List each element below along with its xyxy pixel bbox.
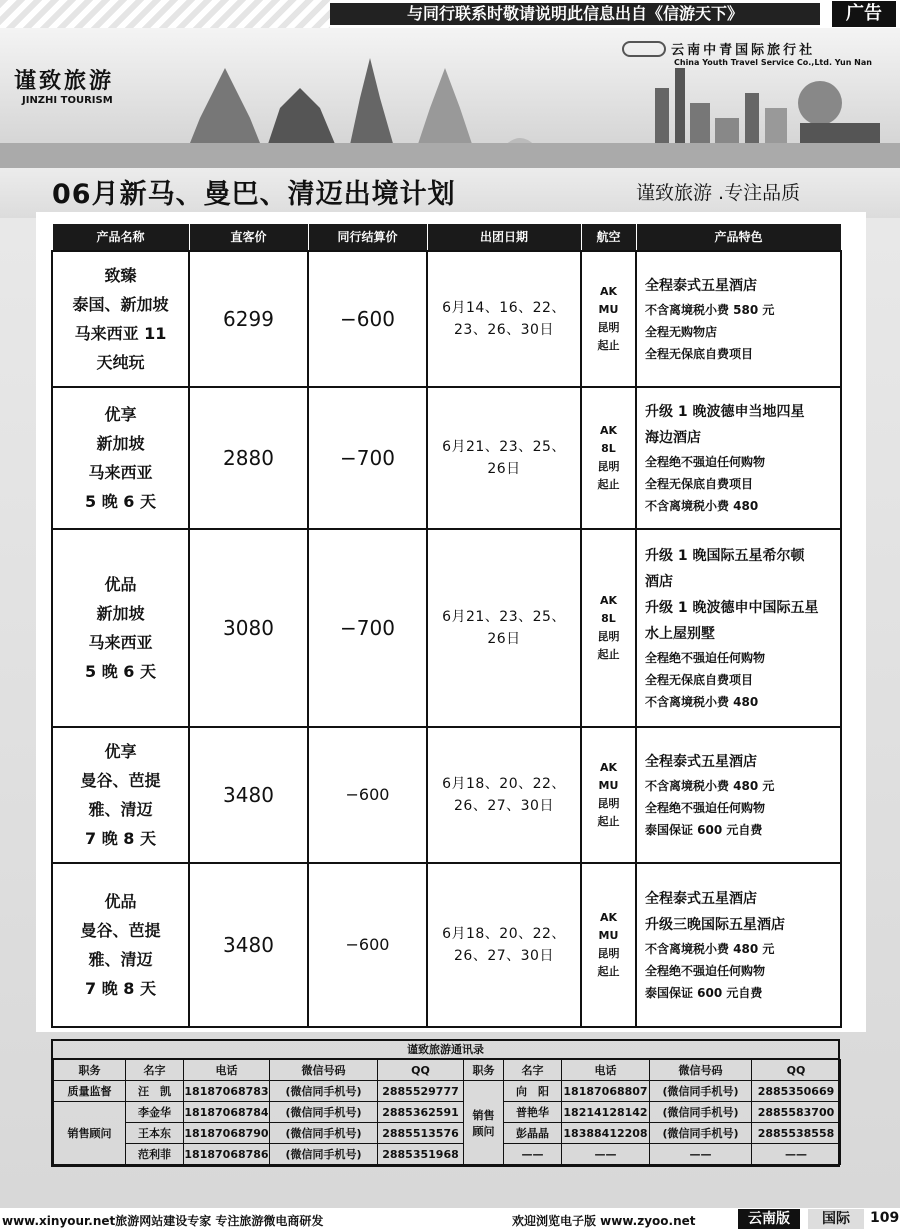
contact-phone: 18214128142 [562, 1102, 650, 1123]
product-name-line: 7 晚 8 天 [85, 828, 156, 848]
contact-row [54, 1144, 841, 1165]
top-bar [0, 0, 900, 28]
airline-line: AK [599, 284, 618, 298]
product-row [52, 529, 841, 727]
ad-tag: 广告 [832, 1, 896, 27]
edition-tag: 云南版 [738, 1209, 800, 1229]
contact-name: 汪 凯 [126, 1081, 184, 1102]
header-trade-price: 同行结算价 [308, 224, 427, 251]
product-row [52, 387, 841, 529]
product-row [52, 863, 841, 1027]
date-line: 26日 [487, 630, 521, 647]
feature-item: 海边酒店 [645, 429, 701, 446]
header-retail-price: 直客价 [189, 224, 308, 251]
feature-item: 不含离境税小费 480 [645, 694, 759, 709]
retail-price: 3080 [189, 529, 308, 727]
departure-dates-cell [427, 727, 581, 863]
feature-item: 升级 1 晚波德申中国际五星 [645, 599, 819, 616]
contact-wechat: —— [650, 1144, 752, 1165]
feature-item: 不含离境税小费 480 [645, 498, 759, 513]
date-line: 6月21、23、25、 [442, 608, 566, 625]
features-cell [636, 529, 841, 727]
trade-price: −600 [308, 863, 427, 1027]
contact-qq: 2885513576 [378, 1123, 464, 1144]
contact-table [53, 1059, 841, 1165]
feature-item: 全程无保底自费项目 [645, 672, 754, 687]
departure-dates-cell [427, 251, 581, 387]
decorative-pattern [0, 0, 330, 28]
date-line: 26日 [487, 460, 521, 477]
product-name-line: 曼谷、芭提 [80, 920, 161, 940]
feature-item: 泰国保证 600 元自费 [645, 822, 763, 837]
footer-website: www.xinyour.net旅游网站建设专家 专注旅游微电商研发 [2, 1214, 324, 1228]
contact-row [54, 1081, 841, 1102]
contact-phone: —— [562, 1144, 650, 1165]
contact-header: QQ [752, 1060, 841, 1081]
contact-header: 电话 [184, 1060, 270, 1081]
contact-wechat: (微信同手机号) [270, 1102, 378, 1123]
header-features: 产品特色 [636, 224, 841, 251]
trade-price: −700 [308, 387, 427, 529]
airline-line: 昆明 [597, 946, 620, 960]
cyts-badge-icon [622, 41, 666, 57]
contact-qq: 2885529777 [378, 1081, 464, 1102]
contact-header: 名字 [126, 1060, 184, 1081]
product-name-line: 天纯玩 [96, 352, 145, 372]
contact-phone: 18187068807 [562, 1081, 650, 1102]
departure-dates-cell [427, 387, 581, 529]
feature-item: 全程绝不强迫任何购物 [645, 454, 766, 469]
product-name-line: 泰国、新加坡 [72, 294, 169, 314]
departure-dates-cell [427, 529, 581, 727]
date-line: 6月18、20、22、 [442, 775, 566, 792]
product-name-line: 优品 [104, 891, 137, 911]
date-line: 6月18、20、22、 [442, 925, 566, 942]
product-name-line: 优品 [104, 574, 137, 594]
contact-role: 销售顾问 [54, 1102, 126, 1165]
feature-item: 全程绝不强迫任何购物 [645, 963, 766, 978]
product-name-line: 雅、清迈 [88, 799, 153, 819]
contact-phone: 18187068786 [184, 1144, 270, 1165]
contact-wechat: (微信同手机号) [650, 1102, 752, 1123]
contact-name: 向 阳 [504, 1081, 562, 1102]
feature-item: 不含离境税小费 480 元 [645, 941, 775, 956]
header-airline: 航空 [581, 224, 636, 251]
title-bar [0, 168, 900, 218]
contact-qq: 2885350669 [752, 1081, 841, 1102]
product-name-line: 曼谷、芭提 [80, 770, 161, 790]
product-name-cell [52, 727, 189, 863]
contact-role-line: 销售 [472, 1108, 495, 1122]
contact-qq: —— [752, 1144, 841, 1165]
contact-caption: 谨致旅游通讯录 [53, 1041, 838, 1059]
product-name-line: 优享 [104, 741, 137, 761]
contact-header: 职务 [54, 1060, 126, 1081]
page-number: 109 [870, 1210, 900, 1226]
airline-line: AK [599, 593, 618, 607]
contact-role [464, 1081, 504, 1165]
contact-wechat: (微信同手机号) [270, 1081, 378, 1102]
trade-price: −600 [308, 251, 427, 387]
page-title: 06月新马、曼巴、清迈出境计划 [52, 179, 456, 210]
header-banner [0, 28, 900, 168]
feature-item: 全程泰式五星酒店 [645, 753, 757, 770]
contact-qq: 2885351968 [378, 1144, 464, 1165]
contact-header: 微信号码 [650, 1060, 752, 1081]
contact-phone: 18187068790 [184, 1123, 270, 1144]
trade-price: −700 [308, 529, 427, 727]
agency-english-name: China Youth Travel Service Co.,Ltd. Yun Nan [674, 58, 872, 67]
feature-item: 全程无购物店 [645, 324, 718, 339]
logo-english: JINZHI TOURISM [22, 95, 113, 106]
date-line: 26、27、30日 [454, 797, 554, 814]
retail-price: 3480 [189, 727, 308, 863]
retail-price: 6299 [189, 251, 308, 387]
product-name-line: 雅、清迈 [88, 949, 153, 969]
jinzhi-logo [14, 64, 164, 106]
date-line: 26、27、30日 [454, 947, 554, 964]
product-name-line: 优享 [104, 404, 137, 424]
contact-phone: 18388412208 [562, 1123, 650, 1144]
date-line: 6月14、16、22、 [442, 299, 566, 316]
airline-line: 昆明 [597, 629, 620, 643]
date-line: 23、26、30日 [454, 321, 554, 338]
contact-header: 微信号码 [270, 1060, 378, 1081]
features-cell [636, 863, 841, 1027]
contact-row [54, 1123, 841, 1144]
source-notice: 与同行联系时敬请说明此信息出自《信游天下》 [330, 3, 820, 25]
header-product-name: 产品名称 [52, 224, 189, 251]
feature-item: 不含离境税小费 580 元 [645, 302, 775, 317]
airline-line: AK [599, 760, 618, 774]
agency-name: 云南中青国际旅行社 [671, 43, 816, 58]
airline-line: 8L [601, 611, 616, 625]
trade-price: −600 [308, 727, 427, 863]
features-cell [636, 727, 841, 863]
date-line: 6月21、23、25、 [442, 438, 566, 455]
product-name-line: 马来西亚 [88, 632, 153, 652]
product-name-line: 马来西亚 [88, 462, 153, 482]
airline-line: AK [599, 423, 618, 437]
contact-header: QQ [378, 1060, 464, 1081]
contact-name: 普艳华 [504, 1102, 562, 1123]
contact-header-row [54, 1060, 841, 1081]
airline-line: 昆明 [597, 459, 620, 473]
logo-chinese: 谨致旅游 [14, 68, 115, 94]
contact-qq: 2885362591 [378, 1102, 464, 1123]
contact-name: —— [504, 1144, 562, 1165]
airline-line: 昆明 [597, 796, 620, 810]
product-name-cell [52, 863, 189, 1027]
airline-line: MU [598, 928, 619, 942]
airline-cell [581, 387, 636, 529]
feature-item: 不含离境税小费 480 元 [645, 778, 775, 793]
feature-item: 升级三晚国际五星酒店 [645, 916, 785, 933]
feature-item: 全程无保底自费项目 [645, 476, 754, 491]
airline-line: 起止 [597, 814, 620, 828]
retail-price: 2880 [189, 387, 308, 529]
airline-cell [581, 251, 636, 387]
airline-line: 起止 [597, 338, 620, 352]
product-name-line: 5 晚 6 天 [85, 491, 156, 511]
contact-role: 质量监督 [54, 1081, 126, 1102]
airline-line: 8L [601, 441, 616, 455]
product-name-cell [52, 251, 189, 387]
departure-dates-cell [427, 863, 581, 1027]
section-tag: 国际 [808, 1209, 864, 1229]
contact-name: 范利菲 [126, 1144, 184, 1165]
contact-wechat: (微信同手机号) [650, 1081, 752, 1102]
feature-item: 泰国保证 600 元自费 [645, 985, 763, 1000]
feature-item: 全程绝不强迫任何购物 [645, 650, 766, 665]
contact-phone: 18187068783 [184, 1081, 270, 1102]
feature-item: 全程绝不强迫任何购物 [645, 800, 766, 815]
contact-wechat: (微信同手机号) [270, 1144, 378, 1165]
airline-line: 起止 [597, 964, 620, 978]
product-name-cell [52, 529, 189, 727]
footer [0, 1208, 900, 1230]
contact-name: 李金华 [126, 1102, 184, 1123]
footer-ebook-link: 欢迎浏览电子版 www.zyoo.net [512, 1214, 696, 1228]
contact-header: 名字 [504, 1060, 562, 1081]
contact-phone: 18187068784 [184, 1102, 270, 1123]
features-cell [636, 251, 841, 387]
header-departure-dates: 出团日期 [427, 224, 581, 251]
contact-wechat: (微信同手机号) [650, 1123, 752, 1144]
product-name-cell [52, 387, 189, 529]
contact-role-line: 顾问 [472, 1124, 495, 1138]
product-name-line: 7 晚 8 天 [85, 978, 156, 998]
product-name-line: 致臻 [104, 265, 137, 285]
feature-item: 升级 1 晚国际五星希尔顿 [645, 547, 805, 564]
product-name-line: 新加坡 [96, 603, 145, 623]
product-name-line: 新加坡 [96, 433, 145, 453]
slogan: 谨致旅游 .专注品质 [636, 182, 801, 204]
agency-logo [622, 38, 892, 67]
contact-row [54, 1102, 841, 1123]
contact-wechat: (微信同手机号) [270, 1123, 378, 1144]
airline-cell [581, 863, 636, 1027]
contact-qq: 2885538558 [752, 1123, 841, 1144]
product-row [52, 727, 841, 863]
airline-line: MU [598, 302, 619, 316]
feature-item: 全程无保底自费项目 [645, 346, 754, 361]
feature-item: 水上屋别墅 [645, 625, 715, 642]
airline-cell [581, 727, 636, 863]
contact-header: 职务 [464, 1060, 504, 1081]
airline-line: 昆明 [597, 320, 620, 334]
contact-directory [51, 1039, 840, 1167]
contact-qq: 2885583700 [752, 1102, 841, 1123]
features-cell [636, 387, 841, 529]
table-header-row [52, 224, 841, 251]
contact-name: 王本东 [126, 1123, 184, 1144]
product-name-line: 5 晚 6 天 [85, 661, 156, 681]
feature-item: 全程泰式五星酒店 [645, 277, 757, 294]
product-name-line: 马来西亚 11 [74, 323, 167, 343]
product-row [52, 251, 841, 387]
airline-line: 起止 [597, 647, 620, 661]
feature-item: 酒店 [645, 573, 673, 590]
retail-price: 3480 [189, 863, 308, 1027]
airline-line: 起止 [597, 477, 620, 491]
contact-name: 彭晶晶 [504, 1123, 562, 1144]
airline-cell [581, 529, 636, 727]
feature-item: 升级 1 晚波德申当地四星 [645, 403, 805, 420]
feature-item: 全程泰式五星酒店 [645, 890, 757, 907]
airline-line: AK [599, 910, 618, 924]
contact-header: 电话 [562, 1060, 650, 1081]
airline-line: MU [598, 778, 619, 792]
product-table [51, 223, 842, 1028]
